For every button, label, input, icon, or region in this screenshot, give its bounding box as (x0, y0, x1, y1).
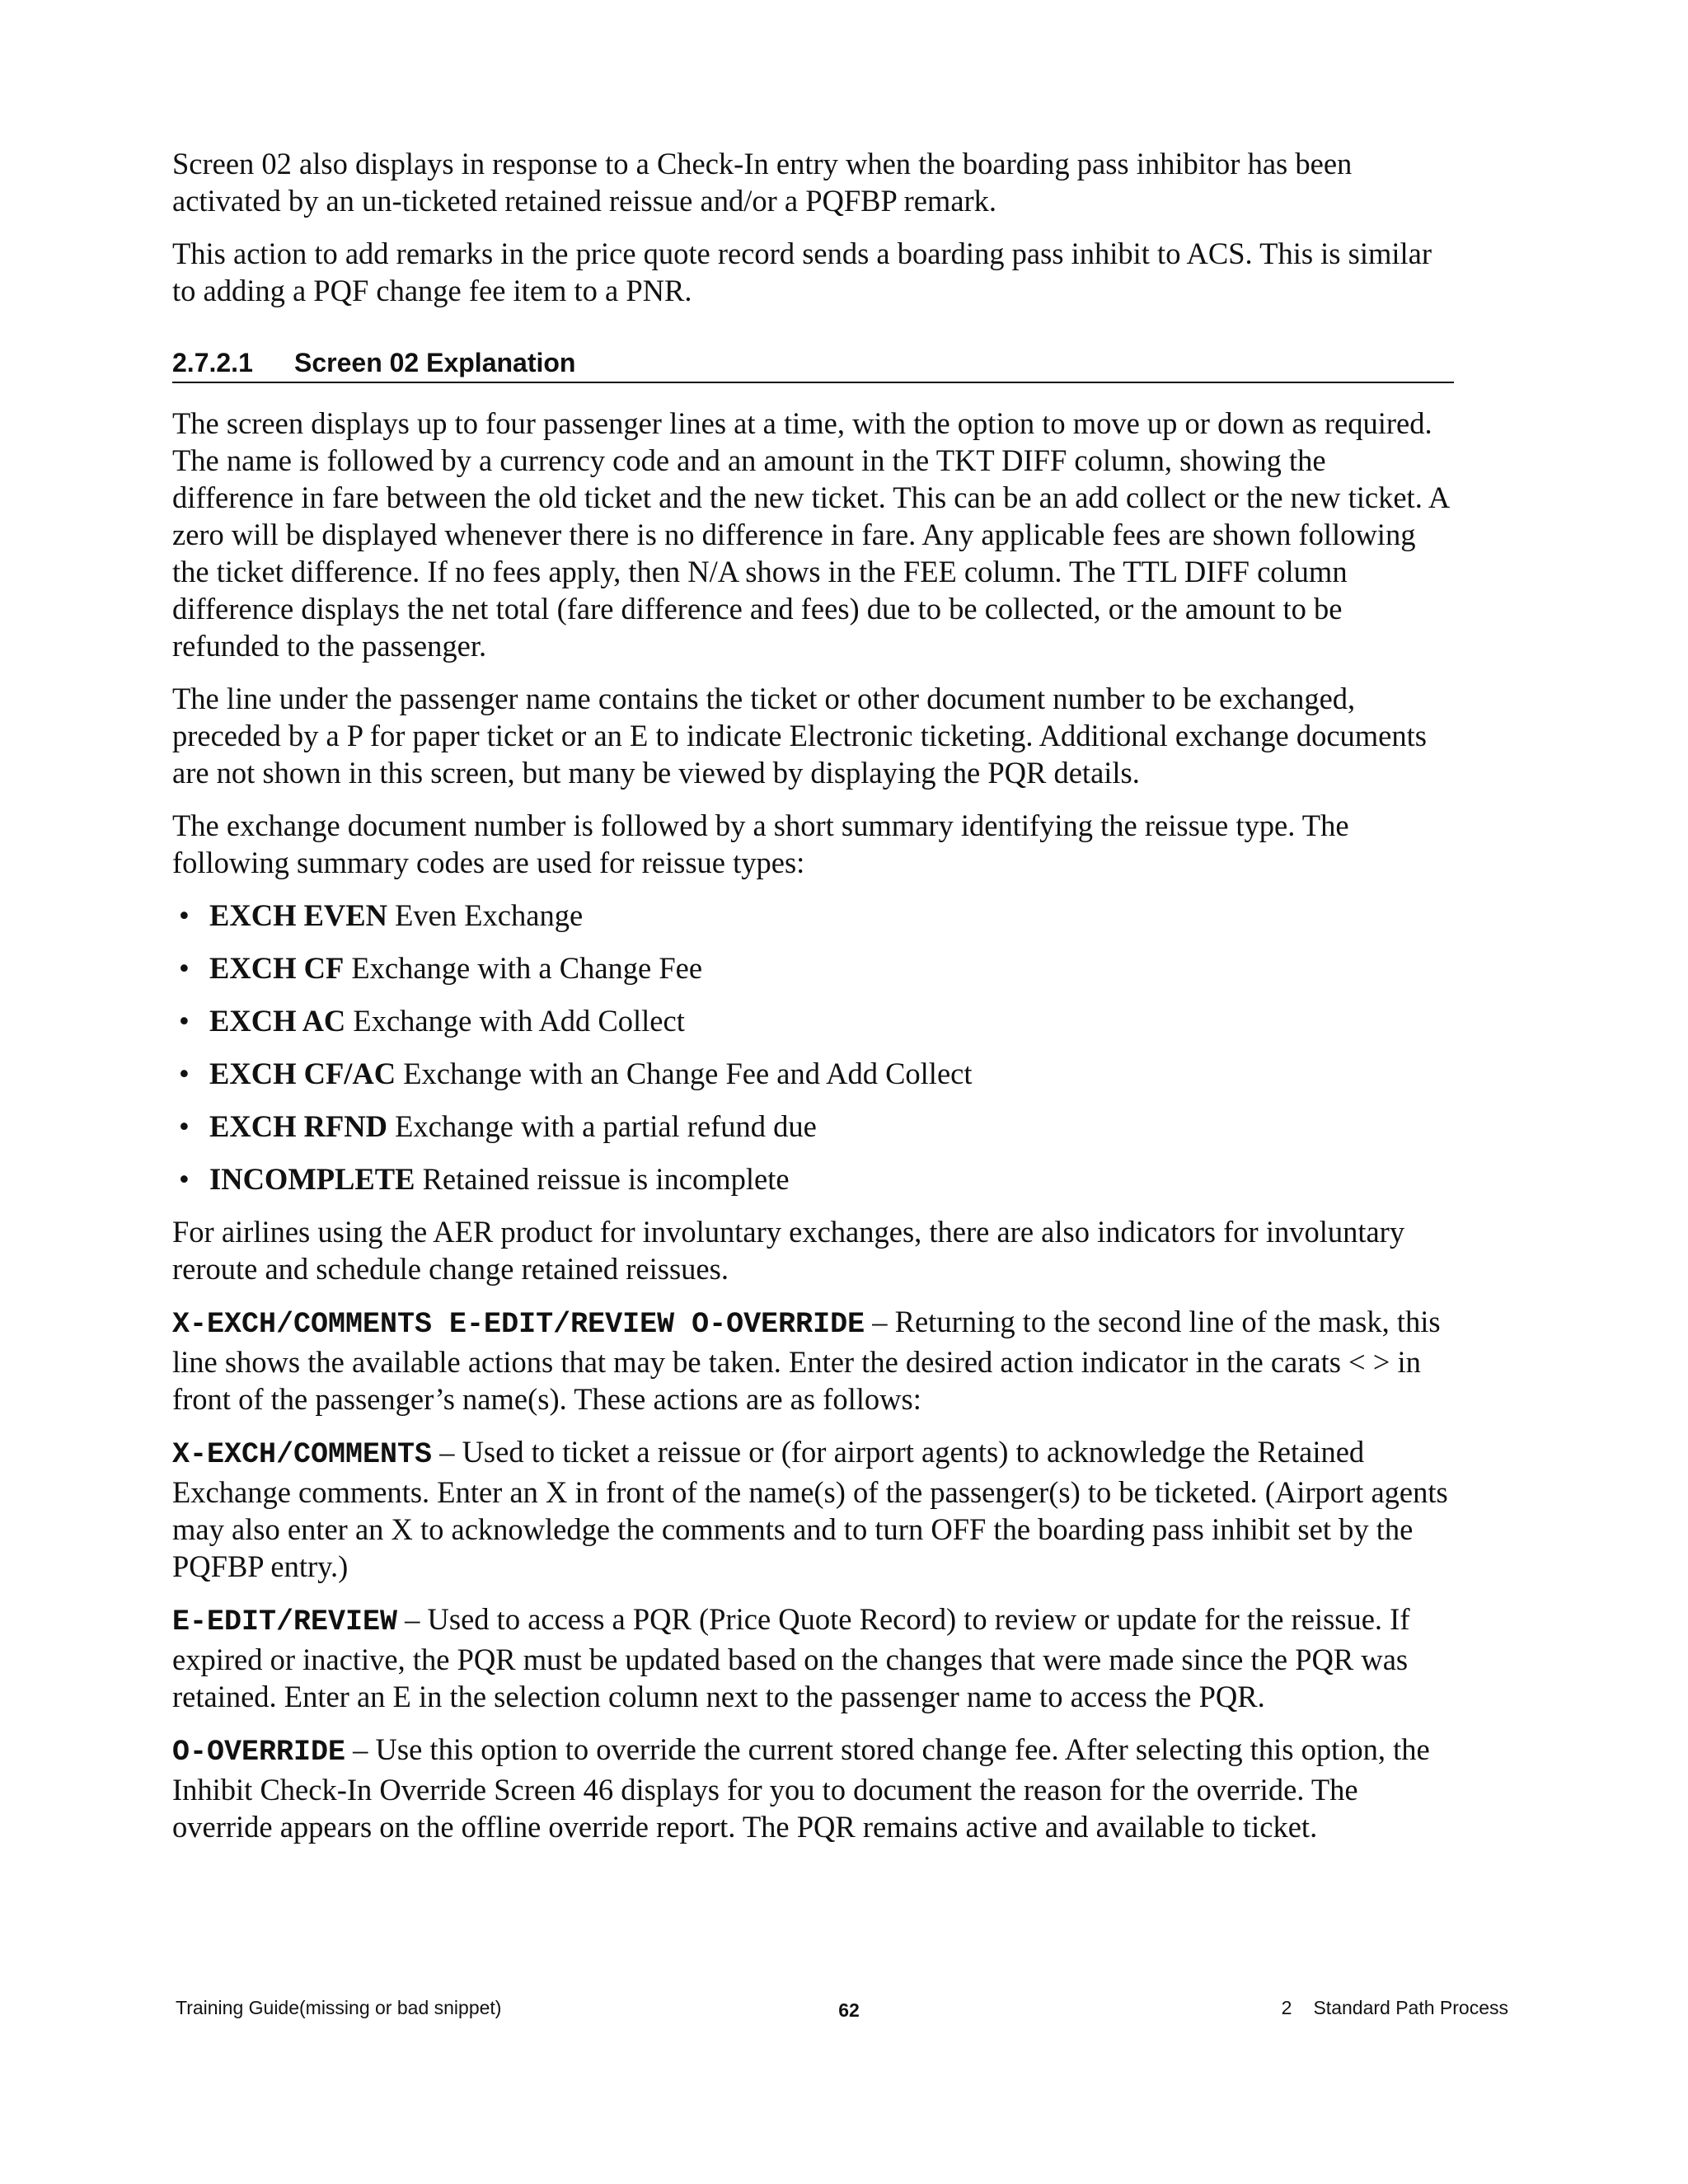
action-code: X-EXCH/COMMENTS E-EDIT/REVIEW O-OVERRIDE (172, 1308, 865, 1341)
section-heading (172, 346, 1454, 383)
bullet-icon: • (179, 1004, 190, 1038)
bullet-icon: • (179, 1162, 190, 1196)
bullet-icon: • (179, 1057, 190, 1090)
list-item-desc: Retained reissue is incomplete (415, 1162, 790, 1196)
list-item-term: EXCH RFND (209, 1109, 387, 1143)
footer-chapter (1282, 1996, 1508, 2019)
chapter-title: Standard Path Process (1313, 1997, 1508, 2018)
intro-paragraph-1: Screen 02 also displays in response to a Check-In entry when the boarding pass inhibitor has been activated by an un-ticketed retained reissue and/or a PQFBP remark. (172, 147, 1353, 218)
action-code: O-OVERRIDE (172, 1736, 346, 1769)
list-item-term: EXCH AC (209, 1004, 346, 1038)
bullet-icon: • (179, 951, 190, 985)
chapter-number: 2 (1281, 1997, 1292, 2018)
footer-guide-title: Training Guide(missing or bad snippet) (176, 1997, 502, 2018)
action-paragraph-exch (172, 1433, 1454, 1585)
action-text: – Used to ticket a reissue or (for airport agents) to acknowledge the Retained Exchange comments. Enter an X in front of the name(s) of the passenger(s) to be ticketed. (Airport agents may also enter an X to acknowledge the comments and to turn OFF the boarding pass inhibit set by the PQFBP entry.) (172, 1435, 1448, 1583)
list-item-desc: Exchange with a Change Fee (344, 951, 703, 985)
action-paragraph-mask-line (172, 1303, 1454, 1418)
list-item (172, 949, 1454, 987)
list-item-desc: Exchange with an Change Fee and Add Collect (396, 1057, 973, 1090)
action-text: – Used to access a PQR (Price Quote Record) to review or update for the reissue. If expired or inactive, the PQR must be updated based on the changes that were made since the PQR was retained. Enter an E in the selection column next to the passenger name to access the PQR. (172, 1602, 1410, 1713)
document-body (172, 145, 1454, 1861)
action-code: X-EXCH/COMMENTS (172, 1438, 433, 1471)
list-item (172, 1160, 1454, 1197)
body-paragraph-1: The screen displays up to four passenger lines at a time, with the option to move up or down as required. The name is followed by a currency code and an amount in the TKT DIFF column, showing the difference in fare between the old ticket and the new ticket. This can be an add collect or the new ticket. A zero will be displayed whenever there is no difference in fare. Any applicable fees are shown following the ticket difference. If no fees apply, then N/A shows in the FEE column. The TTL DIFF column difference displays the net total (fare difference and fees) due to be collected, or the amount to be refunded to the passenger. (172, 406, 1449, 663)
section-title: Screen 02 Explanation (294, 348, 576, 377)
body-paragraph-3: The exchange document number is followed by a short summary identifying the reissue type. The following summary codes are used for reissue types: (172, 808, 1349, 879)
list-item (172, 1108, 1454, 1145)
list-item-desc: Exchange with Add Collect (345, 1004, 685, 1038)
list-item (172, 1055, 1454, 1092)
action-paragraph-edit (172, 1601, 1454, 1715)
bullet-icon: • (179, 1109, 190, 1143)
list-item-desc: Exchange with a partial refund due (387, 1109, 817, 1143)
action-code: E-EDIT/REVIEW (172, 1605, 398, 1638)
list-item-desc: Even Exchange (387, 898, 584, 932)
bullet-icon: • (179, 898, 190, 932)
action-text: – Use this option to override the current stored change fee. After selecting this option, the Inhibit Check-In Override Screen 46 displays for you to document the reason for the override. The override appears on the offline override report. The PQR remains active and available to ticket. (172, 1732, 1430, 1844)
list-item-term: EXCH CF/AC (209, 1057, 396, 1090)
section-number: 2.7.2.1 (172, 348, 253, 377)
list-item (172, 897, 1454, 934)
reissue-type-list (172, 897, 1454, 1197)
list-item (172, 1002, 1454, 1039)
list-item-term: EXCH EVEN (209, 898, 387, 932)
body-paragraph-2: The line under the passenger name contains the ticket or other document number to be exchanged, preceded by a P for paper ticket or an E to indicate Electronic ticketing. Additional exchange documents are not shown in this screen, but many be viewed by displaying the PQR details. (172, 682, 1427, 790)
aer-paragraph: For airlines using the AER product for involuntary exchanges, there are also indicators for involuntary reroute and schedule change retained reissues. (172, 1215, 1405, 1286)
action-paragraph-override (172, 1731, 1454, 1845)
intro-paragraph-2: This action to add remarks in the price quote record sends a boarding pass inhibit to ACS. This is similar to adding a PQF change fee item to a PNR. (172, 237, 1432, 307)
list-item-term: EXCH CF (209, 951, 345, 985)
action-text: – Returning to the second line of the mask, this line shows the available actions that may be taken. Enter the desired action indicator in the carats < > in front of the passenger’s name(s). These actions are as follows: (172, 1305, 1441, 1416)
list-item-term: INCOMPLETE (209, 1162, 415, 1196)
page-number: 62 (838, 1999, 860, 2021)
